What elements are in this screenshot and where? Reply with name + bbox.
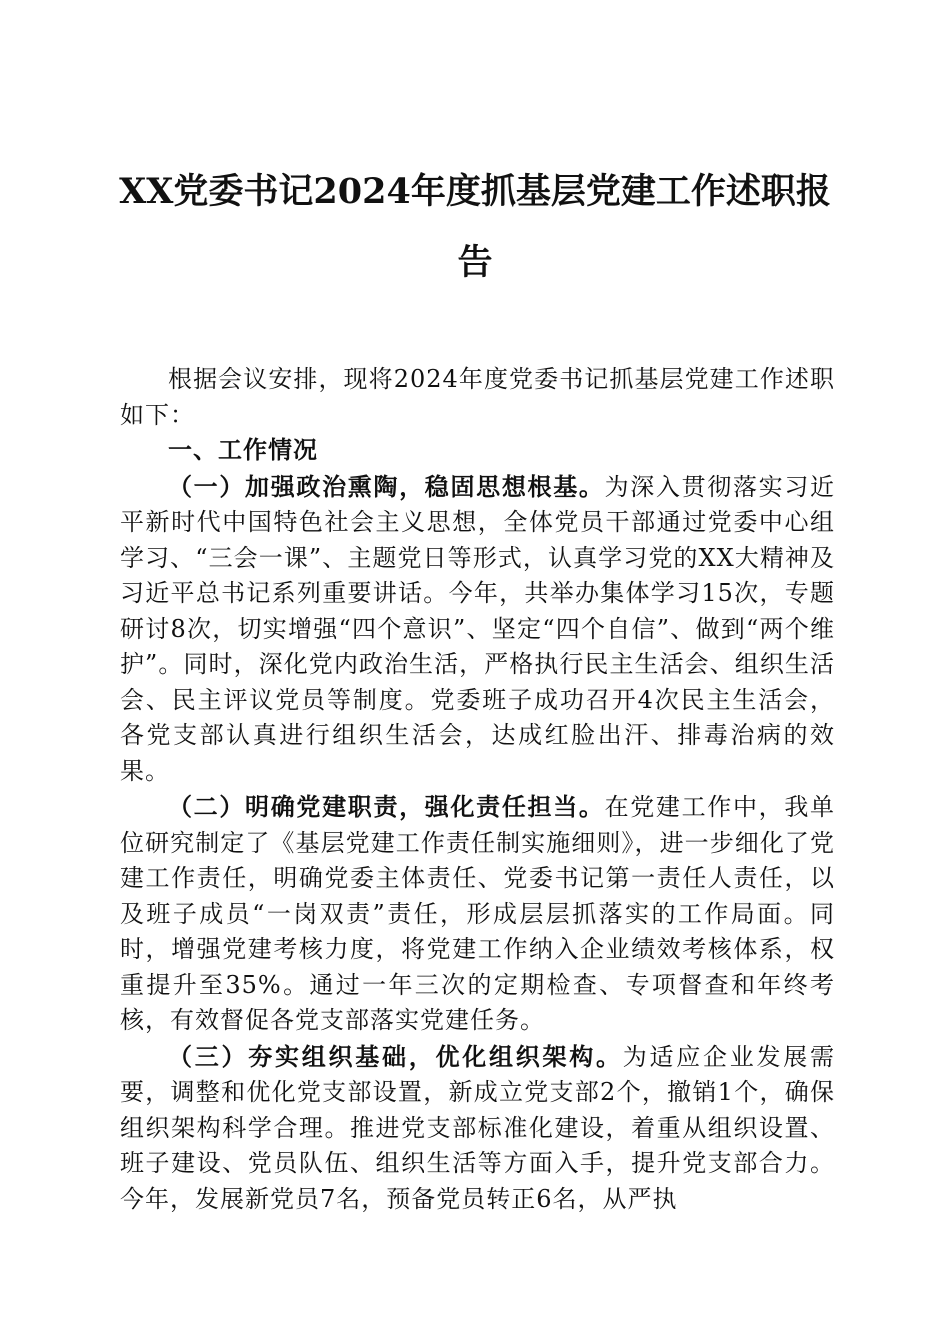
document-title-line-1: XX党委书记2024年度抓基层党建工作述职报 <box>119 171 831 212</box>
intro-paragraph: 根据会议安排，现将2024年度党委书记抓基层党建工作述职如下： <box>120 365 835 429</box>
paragraph-item-3 <box>120 1039 835 1218</box>
paragraph-item-1 <box>120 469 835 790</box>
paragraph-text: 为适应企业发展需要，调整和优化党支部设置，新成立党支部2个，撤销1个，确保组织架构科学合理。推进党支部标准化建设，着重从组织设置、班子建设、党员队伍、组织生活等方面入手，提升党支部合力。今年，发展新党员7名，预备党员转正6名，从严执 <box>120 1042 835 1213</box>
section-heading-work-status: 一、工作情况 <box>168 436 318 464</box>
paragraph-lead: （一）加强政治熏陶，稳固思想根基。 <box>168 471 605 501</box>
paragraph-lead: （二）明确党建职责，强化责任担当。 <box>168 792 605 821</box>
paragraph-text: 为深入贯彻落实习近平新时代中国特色社会主义思想，全体党员干部通过党委中心组学习、“三会一课”、主题党日等形式，认真学习党的XX大精神及习近平总书记系列重要讲话。今年，共举办集体学习15次，专题研讨8次，切实增强“四个意识”、坚定“四个自信”、做到“两个维护”。同时，深化党内政治生活，严格执行民主生活会、组织生活会、民主评议党员等制度。党委班子成功召开4次民主生活会，各党支部认真进行组织生活会，达成红脸出汗、排毒治病的效果。 <box>120 472 836 785</box>
paragraph-lead: （三）夯实组织基础，优化组织架构。 <box>168 1041 623 1071</box>
paragraph-item-2 <box>120 789 835 1039</box>
document-title-line-2: 告 <box>457 242 493 283</box>
paragraph-text: 在党建工作中，我单位研究制定了《基层党建工作责任制实施细则》，进一步细化了党建工作责任，明确党委主体责任、党委书记第一责任人责任，以及班子成员“一岗双责”责任，形成层层抓落实的工作局面。同时，增强党建考核力度，将党建工作纳入企业绩效考核体系，权重提升至35%。通过一年三次的定期检查、专项督查和年终考核，有效督促各党支部落实党建任务。 <box>120 793 836 1034</box>
document-body <box>120 362 835 1217</box>
